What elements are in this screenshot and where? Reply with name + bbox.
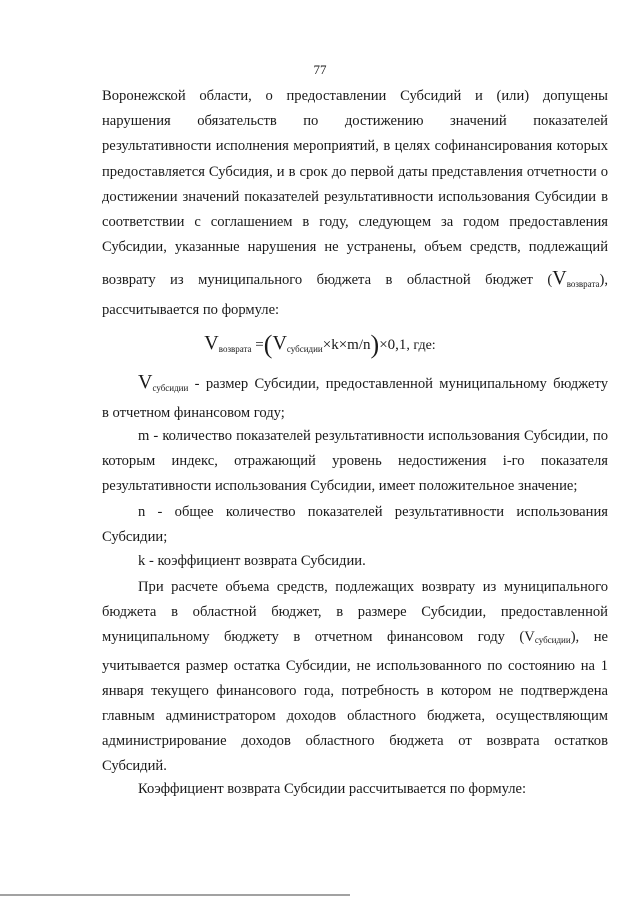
paragraph-subscript: субсидии — [534, 635, 571, 646]
def-v-sub: субсидии — [152, 383, 189, 393]
formula-v-sub: возврата — [218, 344, 252, 354]
formula-v: V — [204, 332, 219, 354]
formula-body: ×k×m/n — [322, 337, 371, 353]
text-span: ), — [599, 272, 608, 289]
symbol-subscript: возврата — [566, 279, 600, 290]
paragraph-text — [102, 575, 608, 780]
v-return-symbol — [552, 267, 600, 290]
text-line: достижении значений показателей результативности использования Субсидии в — [102, 188, 608, 205]
formula-suffix: , где: — [406, 338, 436, 353]
formula-v2: V — [272, 332, 287, 354]
definition-n — [102, 500, 608, 550]
text-line-with-symbol — [102, 266, 608, 297]
formula-v2-sub: субсидии — [286, 344, 323, 354]
text-span: возврату из муниципального бюджета в областной бюджет ( — [102, 272, 553, 289]
paragraph-remainder — [102, 575, 608, 780]
definition-m — [102, 424, 608, 500]
text-span: ), не учитывается размер остатка Субсидии, не использованного по состоянию на 1 января текущего финансового года, потребность в котором не подтверждена главным администратором доходов областного бюджета, осуществляющим администрирование доходов областного бюджета от возврата остатков Субсидий. — [102, 629, 608, 775]
paragraph-text: Коэффициент возврата Субсидии рассчитывается по формуле: — [138, 781, 527, 797]
text-line: рассчитывается по формуле: — [102, 301, 280, 318]
scan-artifact-line — [0, 894, 350, 896]
formula-close-paren: ) — [370, 330, 380, 359]
formula-return-volume — [0, 330, 640, 360]
formula-open-paren: ( — [263, 330, 273, 359]
formula-tail: ×0,1 — [379, 337, 407, 353]
definition-line — [102, 370, 608, 401]
paragraph-coefficient — [102, 777, 608, 802]
text-line: Субсидии, указанные нарушения не устранены, объем средств, подлежащий — [102, 239, 608, 256]
text-line: нарушения обязательств по достижению значений показателей — [102, 113, 608, 130]
definition-line: в отчетном финансовом году; — [102, 405, 285, 422]
definition-text: m - количество показателей результативности использования Субсидии, по которым индекс, отражающий уровень недостижения i-го показателя результативности использования Субсидии, имеет положительное значение; — [102, 428, 608, 495]
text-line: результативности исполнения мероприятий, в целях софинансирования которых — [102, 138, 608, 155]
definition-v-subsidy — [102, 370, 608, 426]
def-v-symbol: V — [138, 371, 153, 393]
definition-k — [102, 549, 608, 574]
definition-text: k - коэффициент возврата Субсидии. — [138, 553, 366, 569]
definition-text: n - общее количество показателей результативности использования Субсидии; — [102, 504, 608, 546]
def-v-text: - размер Субсидии, предоставленной муниципальному бюджету — [188, 376, 608, 392]
formula-eq: = — [255, 337, 264, 353]
symbol-v: V — [552, 267, 567, 290]
text-span: При расчете объема средств, подлежащих возврату из муниципального бюджета в областной бюджет, в размере Субсидии, предоставленной муниципальному бюджету в отчетном финансовом году (V — [102, 579, 608, 646]
text-line: Воронежской области, о предоставлении Субсидий и (или) допущены — [102, 88, 608, 104]
text-line: соответствии с соглашением в году, следующем за годом предоставления — [102, 214, 608, 231]
text-line: предоставляется Субсидия, и в срок до первой даты представления отчетности о — [102, 163, 608, 180]
paragraph-intro — [102, 84, 608, 323]
page-number: 77 — [313, 62, 327, 77]
